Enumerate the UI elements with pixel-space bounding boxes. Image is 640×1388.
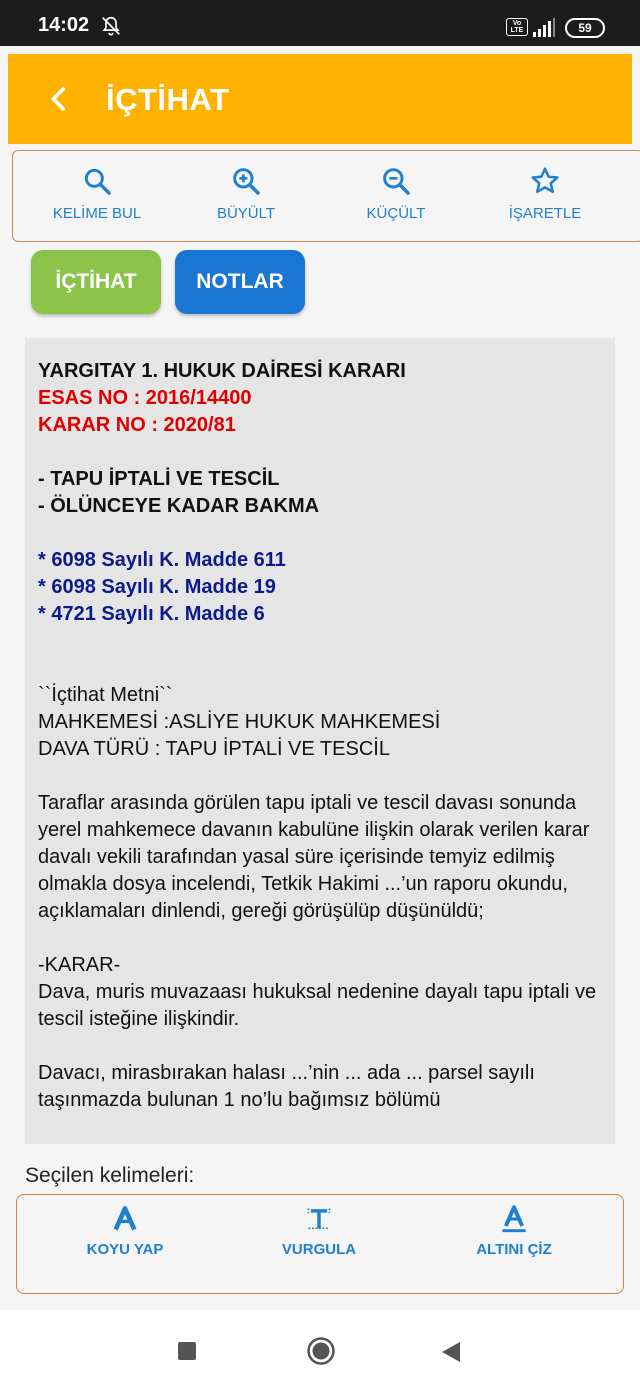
highlight-button[interactable] — [229, 1205, 409, 1258]
document-viewer[interactable] — [25, 338, 615, 1144]
app-bar — [8, 54, 632, 144]
find-word-label: KELİME BUL — [52, 205, 142, 222]
bold-label: KOYU YAP — [86, 1241, 164, 1258]
status-time: 14:02 — [38, 14, 90, 36]
zoom-out-button[interactable] — [326, 165, 466, 222]
zoom-out-label: KÜÇÜLT — [366, 205, 426, 222]
paragraph: Taraflar arasında görülen tapu iptali ve tescil davası sonunda yerel mahkemece davanın kabulüne ilişkin olarak verilen karar davalı vekili tarafından yasal süre içerisinde temyiz edilmiş olmakla dosya incelendi, Tetkik Hakimi ...’un raporu okundu, açıklamaları dinlendi, gereği görüşülüp düşünüldü; — [38, 792, 595, 922]
find-word-button[interactable] — [27, 165, 167, 222]
underline-a-icon — [500, 1205, 528, 1233]
decision-heading: -KARAR- — [38, 954, 121, 976]
court-title: YARGITAY 1. HUKUK DAİRESİ KARARI — [38, 360, 406, 382]
selected-words-label: Seçilen kelimeleri: — [25, 1164, 195, 1187]
highlight-t-icon — [305, 1205, 333, 1233]
search-icon — [81, 165, 113, 197]
status-bar — [0, 0, 640, 46]
notifications-muted-icon — [100, 15, 122, 37]
bookmark-button[interactable] — [475, 165, 615, 222]
page-title: İÇTİHAT — [106, 82, 230, 117]
tab-notlar[interactable]: NOTLAR — [175, 250, 305, 314]
subject-line: - ÖLÜNCEYE KADAR BAKMA — [38, 495, 320, 517]
underline-label: ALTINI ÇİZ — [476, 1241, 552, 1258]
karar-number: KARAR NO : 2020/81 — [38, 414, 236, 436]
law-reference: * 6098 Sayılı K. Madde 611 — [38, 549, 286, 571]
zoom-in-icon — [230, 165, 262, 197]
tab-ictihat[interactable]: İÇTİHAT — [31, 250, 161, 314]
signal-icon — [532, 18, 556, 38]
subject-line: - TAPU İPTALİ VE TESCİL — [38, 468, 280, 490]
home-icon[interactable] — [306, 1336, 336, 1366]
underline-button[interactable] — [424, 1205, 604, 1258]
volte-icon: Vo LTE — [506, 18, 528, 36]
court-name: MAHKEMESİ :ASLİYE HUKUK MAHKEMESİ — [38, 711, 441, 733]
bookmark-label: İŞARETLE — [508, 205, 582, 222]
nav-back-icon[interactable] — [440, 1340, 462, 1364]
law-reference: * 6098 Sayılı K. Madde 19 — [38, 576, 276, 598]
bold-button[interactable] — [35, 1205, 215, 1258]
recents-icon[interactable] — [178, 1342, 196, 1360]
zoom-in-button[interactable] — [176, 165, 316, 222]
zoom-out-icon — [380, 165, 412, 197]
zoom-in-label: BÜYÜLT — [216, 205, 276, 222]
law-reference: * 4721 Sayılı K. Madde 6 — [38, 603, 265, 625]
star-icon — [529, 165, 561, 197]
highlight-label: VURGULA — [281, 1241, 357, 1258]
case-type: DAVA TÜRÜ : TAPU İPTALİ VE TESCİL — [38, 738, 390, 760]
esas-number: ESAS NO : 2016/14400 — [38, 387, 252, 409]
format-toolbar — [16, 1194, 624, 1294]
system-nav-bar — [0, 1310, 640, 1388]
body-heading: ``İçtihat Metni`` — [38, 684, 173, 706]
paragraph: Dava, muris muvazaası hukuksal nedenine dayalı tapu iptali ve tescil isteğine ilişkindir. — [38, 981, 602, 1030]
back-arrow-icon[interactable] — [42, 82, 76, 116]
bold-a-icon — [111, 1205, 139, 1233]
paragraph: Davacı, mirasbırakan halası ...’nin ... ada ... parsel sayılı taşınmazda bulunan 1 no’lu bağımsız bölümü — [38, 1062, 541, 1111]
battery-icon: 59 — [565, 18, 605, 38]
document-toolbar — [12, 150, 640, 242]
